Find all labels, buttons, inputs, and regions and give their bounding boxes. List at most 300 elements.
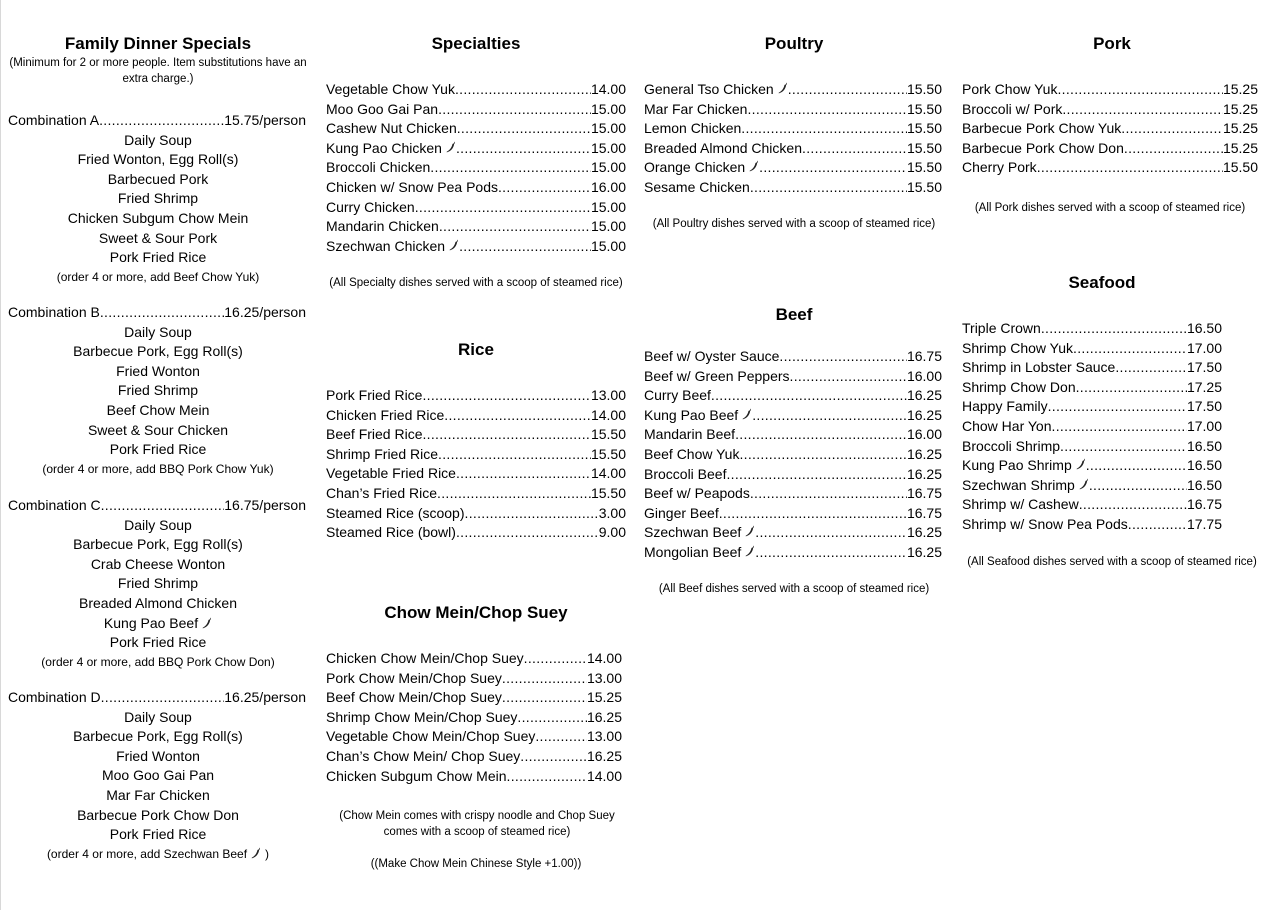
menu-item (962, 157, 1258, 177)
combination-item-label: Daily Soup (124, 708, 192, 725)
dot-leader (465, 503, 599, 523)
menu-item-name: Curry Beef (644, 387, 711, 404)
dot-leader (735, 424, 907, 444)
menu-item (644, 366, 942, 386)
menu-item (644, 464, 942, 484)
chili-pepper-icon (449, 236, 459, 248)
menu-item-price: 16.25 (906, 465, 942, 482)
menu-item-price: 15.50 (906, 179, 942, 195)
menu-item (962, 455, 1222, 475)
combination-item-label: Fried Wonton (116, 747, 200, 764)
menu-item-price: 15.25 (1222, 139, 1258, 156)
menu-item-name: Mongolian Beef (644, 544, 742, 560)
menu-item-price: 15.50 (906, 81, 942, 97)
combination-item (8, 805, 308, 825)
menu-item-name: Pork Chow Yuk (962, 81, 1058, 97)
dot-leader (1115, 357, 1187, 377)
combination-price: 16.75/person (224, 497, 306, 513)
dot-leader (101, 495, 225, 515)
menu-item-name: Shrimp in Lobster Sauce (962, 359, 1116, 376)
dot-leader (439, 216, 591, 236)
chili-pepper-icon (202, 614, 212, 626)
combination-item-label: Barbecue Pork Chow Don (77, 806, 239, 823)
menu-item-name: Happy Family (962, 398, 1048, 415)
menu-item (962, 416, 1222, 436)
poultry-note: (All Poultry dishes served with a scoop of steamed rice) (652, 218, 936, 230)
combination-item (8, 208, 308, 228)
dot-leader (1079, 494, 1187, 514)
dot-leader (752, 405, 907, 425)
menu-item-name: Szechwan Shrimp (962, 476, 1075, 493)
menu-item-price: 15.50 (906, 159, 942, 176)
menu-item-name: Kung Pao Chicken (326, 139, 442, 156)
dot-leader (459, 236, 591, 256)
menu-item (962, 318, 1222, 338)
menu-item-name: Szechwan Beef (644, 524, 742, 541)
menu-item-name: General Tso Chicken (644, 81, 774, 97)
combination-heading (8, 302, 306, 322)
rice-title: Rice (458, 340, 494, 359)
menu-item-price: 17.00 (1186, 418, 1222, 434)
combination-item-label: Barbecue Pork, Egg Roll(s) (73, 728, 243, 745)
dot-leader (790, 366, 907, 386)
dot-leader (1086, 455, 1187, 475)
menu-item-price: 9.00 (598, 524, 626, 541)
chowmein-note: (Chow Mein comes with crispy noodle and Chop Suey comes with a scoop of steamed rice) (339, 810, 615, 838)
dot-leader (1128, 514, 1187, 534)
combination-item (8, 130, 308, 150)
dot-leader (456, 138, 591, 158)
menu-item-name: Cashew Nut Chicken (326, 120, 457, 137)
menu-item (644, 385, 942, 405)
menu-item-name: Orange Chicken (644, 159, 746, 176)
menu-item-name: Beef Fried Rice (326, 426, 423, 443)
combination-item-label: Barbecue Pork, Egg Roll(s) (73, 343, 243, 360)
dot-leader (788, 79, 907, 99)
dot-leader (456, 463, 591, 483)
menu-item (326, 522, 626, 542)
menu-item-price: 15.50 (590, 445, 626, 462)
menu-item (326, 138, 626, 158)
menu-item (962, 475, 1222, 495)
menu-item (644, 177, 942, 197)
combination-item-label: Moo Goo Gai Pan (101, 767, 215, 784)
menu-item-name: Broccoli w/ Pork (962, 100, 1063, 117)
menu-item-price: 16.75 (1186, 496, 1222, 513)
combination-item-label: Beef Chow Mein (106, 402, 210, 418)
dot-leader (719, 503, 907, 523)
menu-item-price: 16.25 (906, 406, 942, 423)
menu-item-name: Chicken Subgum Chow Mein (326, 767, 507, 784)
menu-item-price: 16.25 (586, 748, 622, 764)
menu-item (962, 494, 1222, 514)
combination-item-label: Sweet & Sour Chicken (87, 421, 229, 438)
dot-leader (498, 177, 591, 197)
menu-item-price: 16.50 (1186, 457, 1222, 474)
menu-item-name: Szechwan Chicken (326, 237, 446, 254)
combination-addon-note: (order 4 or more, add Beef Chow Yuk) (56, 269, 260, 284)
chili-pepper-icon (446, 138, 456, 150)
menu-item-price: 15.50 (906, 100, 942, 117)
menu-item-name: Mandarin Beef (644, 426, 736, 443)
combination-item-label: Pork Fried Rice (109, 634, 207, 651)
poultry-title: Poultry (764, 34, 824, 53)
menu-item-price: 13.00 (590, 387, 626, 403)
combination-item (8, 726, 308, 746)
menu-item-name: Shrimp Fried Rice (326, 445, 439, 462)
dot-leader (1073, 338, 1187, 358)
combination-item (8, 439, 308, 459)
menu-item-price: 15.25 (1222, 100, 1258, 117)
menu-item-price: 15.25 (1222, 81, 1258, 97)
menu-item-price: 15.00 (590, 159, 626, 176)
menu-item-name: Steamed Rice (bowl) (326, 524, 456, 541)
addon-note-text: (order 4 or more, add Szechwan Beef (46, 846, 248, 861)
menu-item (644, 157, 942, 177)
menu-item-price: 14.00 (586, 767, 622, 784)
menu-item-name: Beef Chow Yuk (644, 446, 740, 462)
chili-pepper-icon (745, 522, 755, 534)
dot-leader (438, 444, 591, 464)
combination-item-label: Fried Shrimp (117, 575, 199, 592)
family-dinner-title: Family Dinner Specials (64, 34, 252, 53)
menu-item-name: Kung Pao Shrimp (962, 457, 1072, 474)
combination-name: Combination C (8, 497, 101, 513)
menu-item (326, 463, 626, 483)
specialties-note: (All Specialty dishes served with a scoop of steamed rice) (329, 277, 623, 289)
menu-item-price: 17.50 (1186, 359, 1222, 376)
chili-pepper-icon (745, 542, 755, 554)
menu-item-name: Shrimp Chow Mein/Chop Suey (326, 708, 518, 725)
menu-item-price: 15.00 (590, 120, 626, 137)
menu-item-name: Ginger Beef (644, 504, 719, 521)
combination-item (8, 534, 308, 554)
dot-leader (415, 197, 591, 217)
menu-item-price: 16.75 (906, 348, 942, 364)
combination-item (8, 554, 308, 574)
dot-leader (1076, 377, 1187, 397)
combination-item (8, 380, 308, 400)
menu-item (644, 346, 942, 366)
menu-item-name: Shrimp Chow Yuk (962, 339, 1074, 356)
menu-item (326, 503, 626, 523)
menu-item-price: 14.00 (590, 81, 626, 97)
menu-item-name: Beef w/ Green Peppers (644, 367, 790, 384)
menu-item-name: Chan’s Fried Rice (326, 485, 438, 501)
menu-item-name: Breaded Almond Chicken (644, 139, 802, 156)
menu-item-price: 17.25 (1186, 378, 1222, 395)
combination-addon-note: (order 4 or more, add BBQ Pork Chow Yuk) (42, 461, 274, 476)
dot-leader (1052, 416, 1187, 436)
menu-item-price: 17.00 (1186, 339, 1222, 356)
dot-leader (1089, 475, 1187, 495)
menu-item-name: Shrimp w/ Cashew (962, 496, 1079, 513)
combination-item (8, 361, 308, 381)
menu-item-name: Broccoli Chicken (326, 159, 431, 176)
menu-item (326, 177, 626, 197)
menu-item-price: 15.50 (906, 120, 942, 137)
combination-item (8, 824, 308, 844)
dot-leader (101, 687, 225, 707)
menu-item-name: Vegetable Chow Mein/Chop Suey (326, 728, 536, 745)
dot-leader (1037, 157, 1223, 177)
menu-item-name: Sesame Chicken (644, 179, 750, 195)
combination-item (8, 746, 308, 766)
menu-item (326, 483, 626, 503)
menu-item-price: 13.00 (586, 669, 622, 686)
combination-item-label: Crab Cheese Wonton (90, 555, 226, 572)
dot-leader (100, 302, 224, 322)
combination-item (8, 632, 308, 652)
dot-leader (507, 766, 587, 786)
seafood-note: (All Seafood dishes served with a scoop of steamed rice) (967, 556, 1257, 568)
chowmein-note-chinese-style: ((Make Chow Mein Chinese Style +1.00)) (370, 858, 582, 870)
menu-item-price: 15.00 (590, 139, 626, 156)
menu-item-price: 15.50 (1222, 159, 1258, 176)
dot-leader (455, 79, 591, 99)
combination-item (8, 785, 308, 805)
menu-item (644, 503, 942, 523)
menu-item (326, 216, 626, 236)
menu-item (962, 338, 1222, 358)
menu-item-name: Barbecue Pork Chow Don (962, 139, 1124, 156)
menu-item-name: Pork Fried Rice (326, 387, 423, 403)
menu-item-name: Broccoli Beef (644, 465, 727, 482)
menu-item (962, 118, 1258, 138)
menu-item (962, 377, 1222, 397)
menu-item-name: Chow Har Yon (962, 418, 1052, 434)
menu-item-price: 17.75 (1186, 516, 1222, 532)
menu-item-price: 15.00 (590, 100, 626, 117)
menu-item-name: Broccoli Shrimp (962, 437, 1061, 454)
dot-leader (1048, 396, 1187, 416)
combination-heading (8, 495, 306, 515)
dot-leader (1062, 99, 1223, 119)
combination-item-label: Daily Soup (124, 323, 192, 340)
menu-item (326, 157, 626, 177)
menu-item-name: Beef w/ Oyster Sauce (644, 348, 780, 364)
combination-item-label: Breaded Almond Chicken (79, 595, 237, 611)
dot-leader (520, 746, 587, 766)
dot-leader (802, 138, 907, 158)
menu-item-price: 16.75 (906, 485, 942, 502)
dot-leader (99, 110, 224, 130)
dot-leader (750, 177, 907, 197)
menu-item-name: Triple Crown (962, 320, 1041, 336)
menu-item (644, 118, 942, 138)
menu-item-price: 16.50 (1186, 437, 1222, 454)
combination-name: Combination A (8, 112, 100, 128)
dot-leader (524, 648, 587, 668)
menu-item (326, 118, 626, 138)
menu-item-price: 15.50 (906, 139, 942, 156)
specialties-title: Specialties (431, 34, 521, 53)
menu-item-name: Barbecue Pork Chow Yuk (962, 120, 1122, 137)
menu-item (644, 99, 942, 119)
menu-item (962, 514, 1222, 534)
menu-item (326, 707, 622, 727)
combination-item-label: Pork Fried Rice (109, 441, 207, 458)
menu-item-price: 16.50 (1186, 320, 1222, 336)
menu-item-price: 17.50 (1186, 398, 1222, 415)
combination-item (8, 188, 308, 208)
menu-item-price: 14.00 (590, 406, 626, 423)
combination-addon-note: (order 4 or more, add BBQ Pork Chow Don) (41, 654, 275, 669)
menu-item-name: Vegetable Chow Yuk (326, 81, 455, 97)
menu-item-price: 16.25 (586, 708, 622, 725)
dot-leader (1057, 79, 1222, 99)
combination-item (8, 515, 308, 535)
menu-item-name: Cherry Pork (962, 159, 1037, 176)
menu-item-name: Pork Chow Mein/Chop Suey (326, 669, 502, 686)
dot-leader (711, 385, 907, 405)
dot-leader (457, 118, 591, 138)
menu-item-price: 16.00 (906, 426, 942, 443)
menu-item (326, 648, 622, 668)
family-dinner-note: (Minimum for 2 or more people. Item substitutions have an extra charge.) (9, 57, 307, 85)
menu-item-name: Chan’s Chow Mein/ Chop Suey (326, 748, 521, 764)
menu-item-price: 15.00 (590, 237, 626, 254)
combination-item-label: Fried Wonton, Egg Roll(s) (77, 151, 239, 168)
combination-item-label: Fried Wonton (116, 362, 200, 379)
combination-item-label: Kung Pao Beef (103, 614, 199, 631)
combination-item-label: Daily Soup (124, 131, 192, 148)
menu-item-name: Beef w/ Peapods (644, 485, 750, 502)
menu-item-price: 14.00 (586, 650, 622, 666)
combination-item (8, 765, 308, 785)
combination-heading (8, 110, 306, 130)
menu-item-name: Chicken w/ Snow Pea Pods (326, 179, 498, 195)
menu-item (644, 79, 942, 99)
menu-item (962, 357, 1222, 377)
dot-leader (422, 385, 590, 405)
chili-pepper-icon (778, 79, 788, 91)
beef-note: (All Beef dishes served with a scoop of steamed rice) (658, 583, 930, 595)
combination-item (8, 149, 308, 169)
menu-item (326, 236, 626, 256)
dot-leader (1121, 118, 1223, 138)
combination-addon-note (8, 846, 308, 862)
menu-item (326, 687, 622, 707)
combination-item (8, 573, 308, 593)
menu-item-price: 16.00 (906, 367, 942, 384)
dot-leader (444, 405, 591, 425)
menu-item (644, 444, 942, 464)
dot-leader (502, 668, 587, 688)
combination-item (8, 400, 308, 420)
dot-leader (517, 707, 587, 727)
menu-item-price: 16.75 (906, 504, 942, 521)
chili-pepper-icon (742, 405, 752, 417)
dot-leader (739, 444, 906, 464)
menu-item-price: 16.25 (906, 387, 942, 404)
combination-item (8, 169, 308, 189)
menu-item-price: 15.00 (590, 198, 626, 215)
menu-item (962, 396, 1222, 416)
menu-item (962, 79, 1258, 99)
dot-leader (535, 726, 587, 746)
menu-item (962, 99, 1258, 119)
menu-item-price: 15.50 (590, 426, 626, 443)
menu-item (644, 522, 942, 542)
combination-item (8, 247, 308, 267)
menu-item-name: Shrimp Chow Don (962, 378, 1076, 395)
menu-item (644, 138, 942, 158)
menu-item-price: 14.00 (590, 465, 626, 482)
dot-leader (755, 542, 907, 562)
menu-item-name: Steamed Rice (scoop) (326, 504, 465, 521)
combination-name: Combination D (8, 689, 101, 705)
dot-leader (750, 483, 907, 503)
menu-item-price: 16.25 (906, 446, 942, 462)
dot-leader (747, 99, 906, 119)
menu-item-name: Kung Pao Beef (644, 406, 739, 423)
menu-item-name: Moo Goo Gai Pan (326, 100, 439, 117)
dot-leader (438, 99, 591, 119)
dot-leader (779, 346, 907, 366)
menu-item-name: Vegetable Fried Rice (326, 465, 456, 482)
dot-leader (1060, 436, 1187, 456)
dot-leader (726, 464, 906, 484)
menu-item (644, 405, 942, 425)
menu-item-price: 16.50 (1186, 476, 1222, 493)
combination-item-label: Sweet & Sour Pork (98, 229, 218, 246)
combination-heading (8, 687, 306, 707)
combination-price: 16.25/person (224, 304, 306, 320)
menu-item (326, 746, 622, 766)
combination-item (8, 707, 308, 727)
combination-item-label: Pork Fried Rice (109, 826, 207, 843)
menu-item-price: 15.25 (1222, 120, 1258, 137)
menu-item-price: 15.25 (586, 689, 622, 706)
menu-item-price: 13.00 (586, 728, 622, 745)
combination-item (8, 228, 308, 248)
page-border (0, 0, 1, 910)
menu-item (326, 405, 626, 425)
menu-item-name: Mandarin Chicken (326, 218, 439, 235)
combination-name: Combination B (8, 304, 100, 320)
combination-item-label: Mar Far Chicken (106, 787, 210, 803)
menu-item-price: 16.25 (906, 524, 942, 541)
menu-item (326, 766, 622, 786)
dot-leader (502, 687, 587, 707)
pork-title: Pork (1093, 34, 1131, 53)
combination-item (8, 420, 308, 440)
menu-item-name: Shrimp w/ Snow Pea Pods (962, 516, 1128, 532)
combination-price: 16.25/person (224, 689, 306, 705)
pork-note: (All Pork dishes served with a scoop of steamed rice) (974, 202, 1246, 214)
chili-pepper-icon (1076, 455, 1086, 467)
menu-item (326, 79, 626, 99)
dot-leader (741, 118, 907, 138)
menu-item-price: 16.00 (590, 179, 626, 195)
combination-item-label: Pork Fried Rice (109, 249, 207, 266)
menu-item-price: 16.25 (906, 544, 942, 560)
menu-item-name: Mar Far Chicken (644, 100, 748, 117)
menu-item (644, 542, 942, 562)
dot-leader (437, 483, 591, 503)
menu-item-name: Chicken Chow Mein/Chop Suey (326, 650, 524, 666)
dot-leader (430, 157, 591, 177)
menu-item-price: 15.50 (590, 485, 626, 501)
dot-leader (755, 522, 907, 542)
seafood-title: Seafood (1068, 273, 1136, 292)
combination-item-label: Chicken Subgum Chow Mein (67, 210, 249, 226)
chili-pepper-icon (251, 847, 261, 859)
dot-leader (1124, 138, 1223, 158)
menu-item-name: Beef Chow Mein/Chop Suey (326, 689, 502, 706)
menu-item (962, 436, 1222, 456)
